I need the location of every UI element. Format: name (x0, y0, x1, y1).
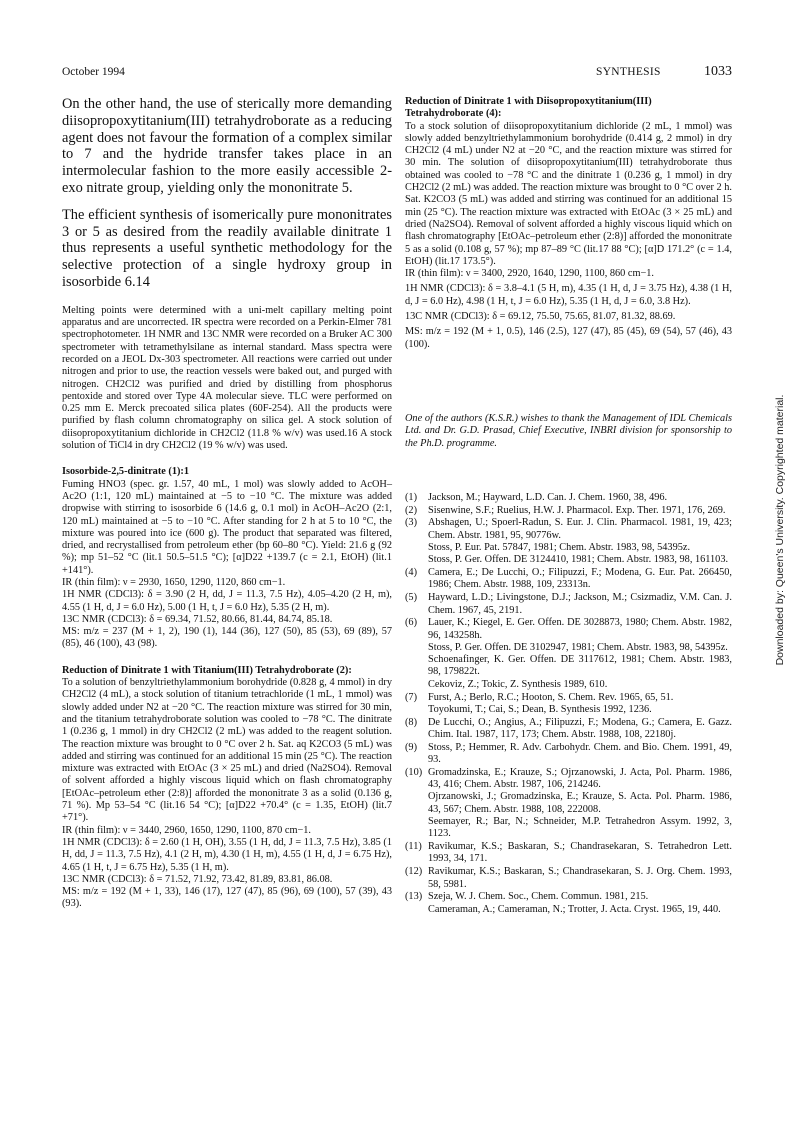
experimental-paragraph: Melting points were determined with a uni-melt capillary melting point apparatus and are uncorrected. IR spectra were recorded on a Perkin-Elmer 781 spectrophotometer. 1H NMR and 13C NMR were recorded on a Bruker AC 300 spectrometer with tetramethylsilane as internal standard. Mass spectra were recorded on a JEOL Dx-303 spectrometer. All reactions were carried out under nitrogen and prior to use, the reaction vessels were baked out, and purged with nitrogen. CH2Cl2 was purified and dried by distilling from phosphorus pentoxide and stored over Type 4A molecular sieve. TLC were performed on 0.25 mm E. Merck precoated silica plates (60F-254). All the products were purified by flash column chromatography on silica gel. A stock solution of diisopropoxytitanium dichloride in CH2Cl2 (11.8 % w/v) was used.16 A stock solution of TiCl4 in dry CH2Cl2 (19 % w/v) was used. (62, 304, 392, 452)
reference-item (405, 742, 732, 767)
reference-citation: Stoss, P. Eur. Pat. 57847, 1981; Chem. Abstr. 1983, 98, 54395z. (428, 542, 691, 554)
header-date: October 1994 (62, 66, 125, 78)
reference-item (405, 617, 732, 691)
reference-citation: Ravikumar, K.S.; Baskaran, S.; Chandrasekaran, S. J. Org. Chem. 1993, 58, 5981. (428, 866, 732, 890)
download-watermark (773, 200, 787, 860)
body-paragraph: On the other hand, the use of sterically more demanding diisopropoxytitanium(III) tetrahydroborate as a reducing agent does not favour the formation of a complex similar to 7 and the hydride transfer takes place in an intermolecular fashion to the more easily accessible 2-exo nitrate group, yielding only the mononitrate 5. (62, 96, 392, 196)
reference-item (405, 492, 732, 504)
c-nmr-data: 13C NMR (CDCl3): δ = 71.52, 71.92, 73.42, 81.89, 83.81, 86.08. (62, 873, 333, 885)
ms-data: MS: m/z = 192 (M + 1, 33), 146 (17), 127 (47), 85 (96), 69 (100), 57 (39), 43 (93). (62, 886, 392, 910)
running-header (62, 64, 732, 82)
reference-item (405, 891, 732, 916)
reference-citation: Sisenwine, S.F.; Ruelius, H.W. J. Pharmacol. Exp. Ther. 1971, 176, 269. (428, 504, 726, 516)
reference-citation: Cameraman, A.; Cameraman, N.; Trotter, J. Acta. Cryst. 1965, 19, 440. (428, 903, 721, 915)
ms-data: MS: m/z = 192 (M + 1, 0.5), 146 (2.5), 127 (47), 85 (45), 69 (54), 57 (46), 43 (100). (405, 326, 732, 350)
reference-item (405, 517, 732, 566)
section-title: Reduction of Dinitrate 1 with Titanium(III) Tetrahydroborate (2): (62, 664, 352, 676)
c-nmr-data: 13C NMR (CDCl3): δ = 69.34, 71.52, 80.66, 81.44, 84.74, 85.18. (62, 613, 333, 625)
reference-list (405, 492, 732, 916)
reference-number: (13) (405, 891, 423, 903)
reference-citation: Ojrzanowski, J.; Gromadzinska, E.; Krauze, S. Acta. Pol. Pharm. 1986, 43, 567; Chem. Abstr. 1988, 108, 222008. (428, 791, 732, 815)
ms-data: MS: m/z = 237 (M + 1, 2), 190 (1), 144 (36), 127 (50), 85 (53), 69 (89), 57 (85), 46 (100), 43 (98). (62, 626, 392, 650)
reference-number: (10) (405, 766, 423, 778)
ir-data: IR (thin film): ν = 3440, 2960, 1650, 1290, 1100, 870 cm−1. (62, 824, 311, 836)
reference-number: (7) (405, 691, 418, 703)
h-nmr-data: 1H NMR (CDCl3): δ = 2.60 (1 H, OH), 3.55 (1 H, dd, J = 11.3, 7.5 Hz), 3.85 (1 H, dd, J = 11.3, 7.5 Hz), 4.1 (2 H, m), 4.30 (1 H, m), 4.55 (1 H, d, J = 6.75 Hz), 4.65 (1 H, t, J = 6.75 Hz), 5.35 (1 H, m). (62, 836, 392, 873)
reference-citation: Lauer, K.; Kiegel, E. Ger. Offen. DE 3028873, 1980; Chem. Abstr. 1982, 96, 143258h. (428, 617, 732, 641)
body-paragraph: The efficient synthesis of isomerically pure mononitrates 3 or 5 as desired from the readily available dinitrate 1 thus represents a useful synthetic methodology for the selective protection of a single hydroxy group in isosorbide 6.14 (62, 206, 392, 290)
ir-data: IR (thin film): ν = 2930, 1650, 1290, 1120, 860 cm−1. (62, 577, 286, 588)
reference-item (405, 841, 732, 866)
section-title: Reduction of Dinitrate 1 with Diisopropoxytitanium(III) Tetrahydroborate (4): (405, 96, 652, 120)
reference-citation: Hayward, L.D.; Livingstone, D.J.; Jackson, M.; Csizmadiz, V.M. Can. J. Chem. 1967, 45, 2191. (428, 592, 732, 616)
reference-item (405, 592, 732, 617)
header-page-number: 1033 (704, 64, 732, 79)
reference-item (405, 692, 732, 717)
acknowledgement: One of the authors (K.S.R.) wishes to thank the Management of IDL Chemicals Ltd. and Dr. G.D. Prasad, Chief Executive, INBRI division for sponsorship to the Ph.D. programme. (405, 412, 732, 449)
reference-citation: Seemayer, R.; Bar, N.; Schneider, M.P. Tetrahedron Assym. 1992, 3, 1123. (428, 816, 732, 840)
reference-item (405, 505, 732, 517)
reference-number: (1) (405, 491, 418, 503)
reference-citation: Cekoviz, Z.; Tokic, Z. Synthesis 1989, 610. (428, 678, 608, 690)
header-journal: SYNTHESIS (596, 66, 661, 78)
download-notice: Downloaded by: Queen's University. Copyrighted material. (774, 394, 786, 666)
reference-citation: Jackson, M.; Hayward, L.D. Can. J. Chem. 1960, 38, 496. (428, 491, 668, 503)
reference-citation: Camera, E.; De Lucchi, O.; Filipuzzi, F.; Modena, G. Eur. Pat. 266450, 1986; Chem. Abstr. 1988, 109, 23313n. (428, 567, 732, 591)
reference-item (405, 767, 732, 841)
reference-number: (12) (405, 866, 423, 878)
reference-item (405, 717, 732, 742)
c-nmr-data: 13C NMR (CDCl3): δ = 69.12, 75.50, 75.65, 81.07, 81.32, 88.69. (405, 311, 676, 323)
reference-number: (3) (405, 517, 418, 529)
procedure-text: To a solution of benzyltriethylammonium borohydride (0.828 g, 4 mmol) in dry CH2Cl2 (4 mL), a stock solution of titanium tetrachloride (1 mL, 1 mmol) was slowly added under N2 at −20 °C. The reaction mixture was stirred for 30 min, and the titanium tetrahydroborate solution was cooled to −78 °C. The dinitrate 1 (0.236 g, 1 mmol) in dry CH2Cl2 (2 mL) was added to the reagent solution. The reaction mixture was brought to 0 °C over 2 h. Sat. aq K2CO3 (5 mL) was added and stirring was continued for an additional 15 min (25 °C). The reaction mixture was extracted with EtOAc (3 × 25 mL) and dried (Na2SO4). Removal of solvent afforded a highly viscous liquid which on flash chromatography [EtOAc–petroleum ether (2:8)] afforded the mononitrate 3 as a solid (0.136 g, 71 %). Mp 53–54 °C (lit.16 54 °C); [α]D22 +70.4° (c = 1.35, EtOH) (lit.7 +71°). (62, 677, 392, 824)
reference-citation: Stoss, P. Ger. Offen. DE 3102947, 1981; Chem. Abstr. 1983, 98, 54395z. (428, 641, 728, 653)
reference-citation: Schoenafinger, K. Ger. Offen. DE 3117612, 1981; Chem. Abstr. 1983, 98, 179822t. (428, 654, 732, 678)
ir-data: IR (thin film): ν = 3400, 2920, 1640, 1290, 1100, 860 cm−1. (405, 268, 654, 280)
reference-citation: Ravikumar, K.S.; Baskaran, S.; Chandrasekaran, S. Tetrahedron Lett. 1993, 34, 171. (428, 841, 732, 865)
reference-citation: Szeja, W. J. Chem. Soc., Chem. Commun. 1981, 215. (428, 891, 649, 903)
reference-citation: Furst, A.; Berlo, R.C.; Hooton, S. Chem. Rev. 1965, 65, 51. (428, 691, 674, 703)
left-column (62, 96, 392, 911)
h-nmr-data: 1H NMR (CDCl3): δ = 3.8–4.1 (5 H, m), 4.35 (1 H, d, J = 3.75 Hz), 4.38 (1 H, d, J = 6.0 Hz), 4.98 (1 H, t, J = 6.0 Hz), 5.35 (1 H, d, J = 6.0, 3.8 Hz). (405, 283, 732, 307)
reference-number: (9) (405, 741, 418, 753)
reference-citation: Toyokumi, T.; Cai, S.; Dean, B. Synthesis 1992, 1236. (428, 703, 652, 715)
h-nmr-data: 1H NMR (CDCl3): δ = 3.90 (2 H, dd, J = 11.3, 7.5 Hz), 4.05–4.20 (2 H, m), 4.55 (1 H, d, J = 6.0 Hz), 5.00 (1 H, t, J = 6.0 Hz), 5.35 (2 H, m). (62, 589, 392, 613)
reference-number: (6) (405, 617, 418, 629)
reference-citation: Stoss, P. Ger. Offen. DE 3124410, 1981; Chem. Abstr. 1983, 98, 161103. (428, 554, 729, 566)
reference-number: (5) (405, 592, 418, 604)
section-title: Isosorbide-2,5-dinitrate (1):1 (62, 466, 189, 478)
procedure-text: Fuming HNO3 (spec. gr. 1.57, 40 mL, 1 mol) was slowly added to AcOH–Ac2O (1:1, 120 mL) maintained at −5 to −10 °C. The mixture was added dropwise with stirring to isosorbide 6 (14.6 g, 0.1 mol) in AcOH–Ac2O (2:1, 120 mL) maintained at −5 to −10 °C. After standing for 2 h at 5 to 10 °C, the mixture was poured into ice (600 g). The product that separated was filtered, dried, and recrystallised from petroleum ether (bp 60–80 °C). Yield: 21.6 g (92 %); mp 51–52 °C (lit.1 50.5–51.5 °C); [α]D22 +139.7 (c = 2.1, EtOH) (lit.1 +141°). (62, 478, 392, 576)
reference-citation: Gromadzinska, E.; Krauze, S.; Ojrzanowski, J. Acta, Pol. Pharm. 1986, 43, 416; Chem. Abstr. 1987, 106, 214246. (428, 766, 732, 791)
reference-citation: Stoss, P.; Hemmer, R. Adv. Carbohydr. Chem. and Bio. Chem. 1991, 49, 93. (428, 741, 732, 766)
reference-number: (2) (405, 504, 418, 516)
reference-item (405, 866, 732, 891)
right-column (405, 96, 732, 916)
reference-citation: De Lucchi, O.; Angius, A.; Filipuzzi, F.; Modena, G.; Camera, E. Gazz. Chim. Ital. 1987, 117, 173; Chem. Abstr. 1988, 108, 22180j. (428, 716, 732, 740)
procedure-text: To a stock solution of diisopropoxytitanium dichloride (2 mL, 1 mmol) was slowly added benzyltriethylammonium borohydride (0.414 g, 2 mmol) in dry CH2Cl2 (4 mL) under N2 at −20 °C, and the reaction mixture was stirred for 30 min. The solution of diisopropoxytitanium(III) tetrahydroborate thus obtained was cooled to −78 °C and the dinitrate 1 (0.236 g, 1 mmol) in dry CH2Cl2 (2 mL) was added. The reaction mixture was brought to 0 °C over 2 h. Sat. K2CO3 (5 mL) was added and stirring was continued for an additional 15 min (25 °C). The reaction mixture was extracted with EtOAc (3 × 25 mL) and dried (Na2SO4). Removal of solvent afforded a highly viscous liquid which on flash chromatography [EtOAc–petroleum ether (2:8)] afforded the mononitrate 5 as a solid (0.108 g, 57 %); mp 87–89 °C (lit.17 88 °C); [α]D 171.2° (c = 1.4, EtOH) (lit.17 173.5°). (405, 120, 732, 267)
reference-citation: Abshagen, U.; Spoerl-Radun, S. Eur. J. Clin. Pharmacol. 1981, 19, 423; Chem. Abstr. 1981, 95, 90776w. (428, 517, 732, 541)
reference-number: (4) (405, 567, 418, 579)
reference-number: (8) (405, 716, 418, 728)
reference-item (405, 567, 732, 592)
reference-number: (11) (405, 841, 422, 853)
